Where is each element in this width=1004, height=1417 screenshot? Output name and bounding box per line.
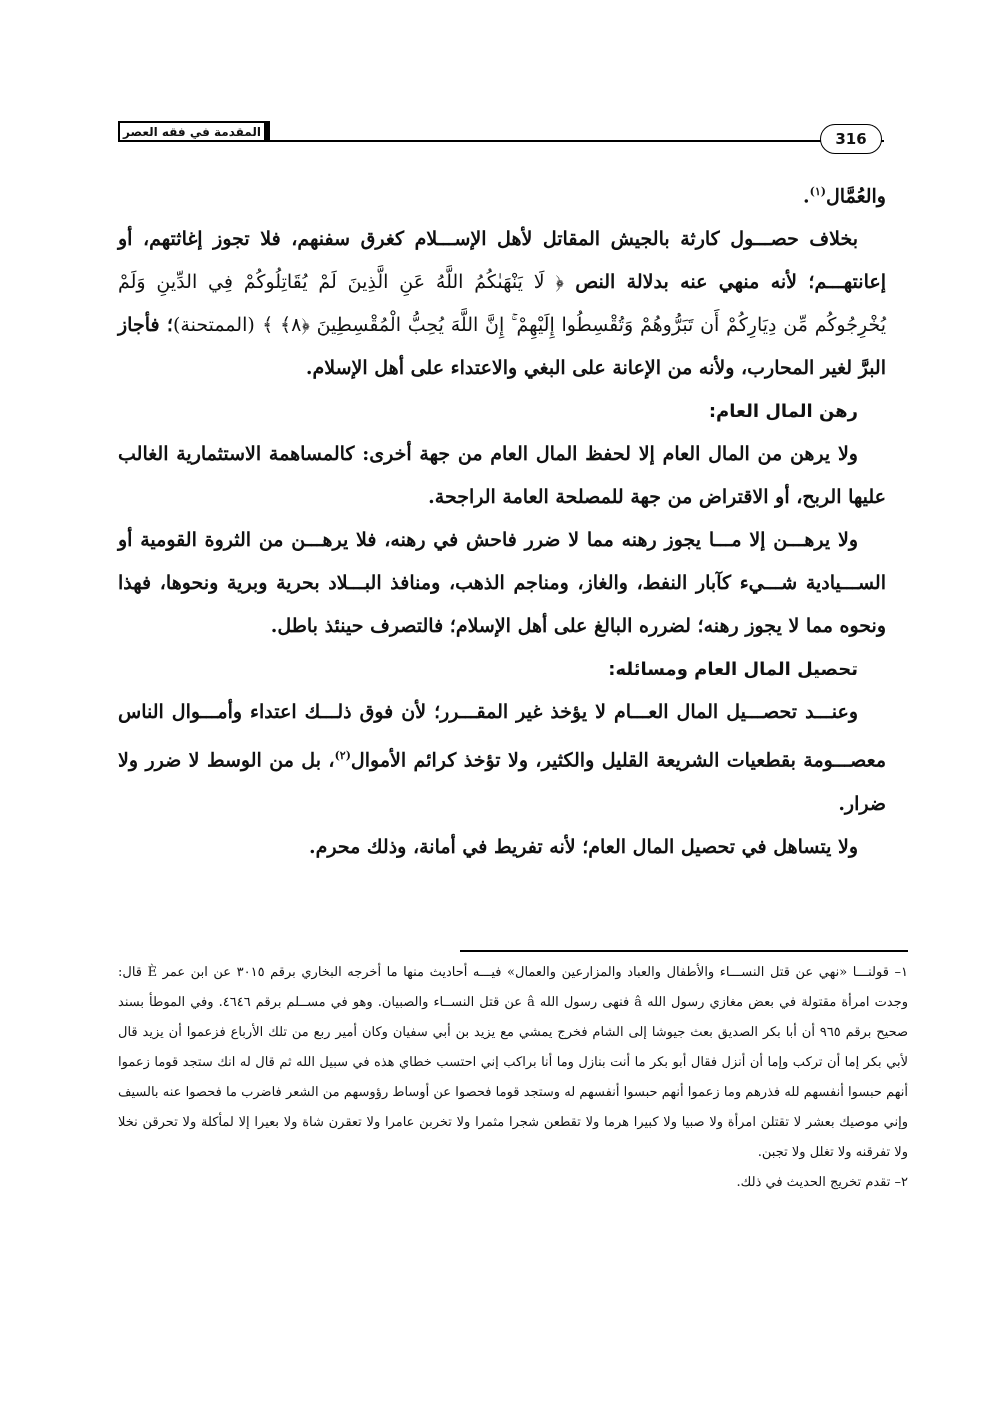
page-number: 316	[820, 124, 882, 154]
footnotes	[118, 958, 908, 1198]
quran-verse: ﴿ لَا يَنْهَىٰكُمُ اللَّهُ عَنِ الَّذِينَ لَمْ يُقَاتِلُوكُمْ فِي الدِّينِ وَلَمْ يُخْرِجُوكُم مِّن دِيَارِكُمْ أَن تَبَرُّوهُمْ وَتُقْسِطُوا إِلَيْهِمْ ۚ إِنَّ اللَّهَ يُحِبُّ الْمُقْسِطِينَ ﴿٨﴾ ﴾	[118, 271, 886, 337]
section-heading-public-property-pledge: رهن المال العام:	[708, 401, 858, 423]
footnote-2: ٢– تقدم تخريج الحديث في ذلك.	[736, 1175, 908, 1190]
paragraph-4-text: وعنـــد تحصـــيل المال العـــام لا يؤخذ غير المقـــرر؛ لأن فوق ذلـــك اعتداء وأمـــوال الناس معصـــومة بقطعيات الشريعة القليل والكثير، ولا تؤخذ كرائم الأموال	[118, 701, 886, 772]
surah-name: (الممتحنة)	[172, 314, 255, 337]
paragraph-1-tail: ؛ فأجاز البرَّ لغير المحارب، ولأنه من الإعانة على البغي والاعتداء على أهل الإسلام.	[118, 314, 886, 380]
book-title: المقدمة في فقه العصر	[118, 121, 266, 140]
footnote-ref-2[interactable]: (٢)	[334, 749, 351, 763]
footnote-1: ١– قولنـــا «نهي عن قتل النســـاء والأطفال والعباد والمزارعين والعمال» فيـــه أحاديث منها ما أخرجه البخاري برقم ٣٠١٥ عن ابن عمر È قال: وجدت امرأة مقتولة في بعض مغازي رسول الله â فنهى رسول الله â عن قتل النســاء والصبيان. وهو في مســلم برقم ٤٦٤٦. وفي الموطأ بسند صحيح برقم ٩٦٥ أن أبا بكر الصديق بعث جيوشا إلى الشام فخرج يمشي مع يزيد بن أبي سفيان وكان أمير ربع من تلك الأرباع فزعموا أن يزيد قال لأبي بكر إما أن تركب وإما أن أنزل فقال أبو بكر ما أنت بنازل وما أنا براكب إني احتسب خطاي هذه في سبيل الله ثم قال له انك ستجد قوما زعموا أنهم حبسوا أنفسهم لله فذرهم وما زعموا أنهم حبسوا أنفسهم له وستجد قوما فحصوا عن أوساط رؤوسهم من الشعر فاضرب ما فحصوا عنه بالسيف وإني موصيك بعشر لا تقتلن امرأة ولا صبيا ولا كبيرا هرما ولا تقطعن شجرا مثمرا ولا تخربن عامرا ولا تعقرن شاة ولا بعيرا إلا لمأكلة ولا تحرقن نخلا ولا تفرقنه ولا تغلل ولا تجبن.	[118, 965, 908, 1160]
paragraph-1-text: بخلاف حصـــول كارثة بالجيش المقاتل لأهل الإســـلام كغرق سفنهم، فلا تجوز إغاثتهم، أو إعانتهـــم؛ لأنه منهي عنه بدلالة النص	[118, 228, 886, 294]
paragraph-3: ولا يرهـــن إلا مـــا يجوز رهنه مما لا ضرر فاحش في رهنه، فلا يرهـــن من الثروة القومية أو الســـيادية شـــيء كآبار النفط، والغاز، ومناجم الذهب، ومنافذ البـــلاد بحرية وبرية ونحوها، فهذا ونحوه مما لا يجوز رهنه؛ لضرره البالغ على أهل الإسلام؛ فالتصرف حينئذ باطل.	[118, 529, 886, 638]
paragraph-1	[118, 218, 886, 390]
paragraph-0-text: والعُمَّال	[826, 185, 886, 208]
footnote-ref-1[interactable]: (١)	[809, 185, 826, 198]
footnote-rule	[460, 950, 908, 952]
main-text	[118, 170, 886, 869]
section-heading-public-property-collection: تحصيل المال العام ومسائله:	[608, 659, 858, 681]
paragraph-5: ولا يتساهل في تحصيل المال العام؛ لأنه تفريط في أمانة، وذلك محرم.	[308, 835, 858, 858]
paragraph-2: ولا يرهن من المال العام إلا لحفظ المال العام من جهة أخرى: كالمساهمة الاستثمارية الغالب عليها الربح، أو الاقتراض من جهة للمصلحة العامة الراجحة.	[118, 443, 886, 509]
paragraph-4	[118, 691, 886, 825]
paragraph-4-tail: ، بل من الوسط لا ضرر ولا ضرار.	[118, 749, 886, 815]
paragraph-0: والعُمَّال$^{(١)}$.	[803, 185, 886, 208]
